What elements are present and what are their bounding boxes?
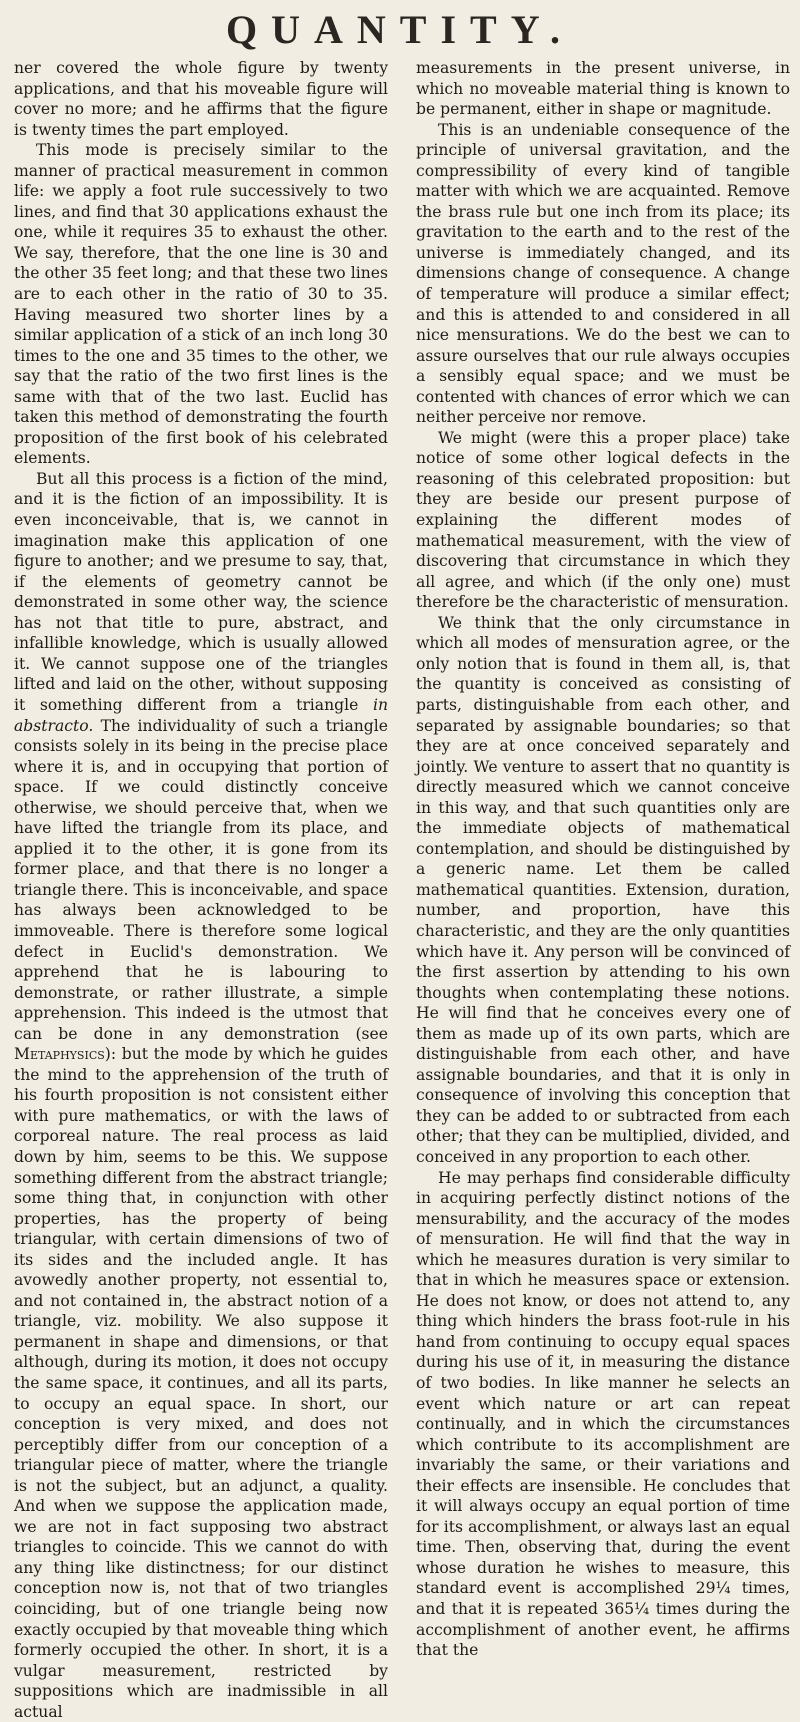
left-paragraph-3 bbox=[14, 469, 388, 1722]
left-paragraph-3-part-a: But all this process is a fiction of the mind, and it is the fiction of an impossibility. It is even inconceivable, that is, we cannot in imagination make this application of one figure to another; and we presume to say, that, if the elements of geometry cannot be demonstrated in some other way, the science has not that title to pure, abstract, and infallible knowledge, which is usually allowed it. We cannot suppose one of the triangles lifted and laid on the other, without supposing it something different from a triangle bbox=[14, 469, 388, 714]
left-column bbox=[14, 58, 388, 1722]
right-paragraph-3: We might (were this a proper place) take notice of some other logical defects in the reasoning of this celebrated proposition: but they are beside our present purpose of explaining the different modes of mathematical measurement, with the view of discovering that circumstance in which they all agree, and which (if the only one) must therefore be the characteristic of mensuration. bbox=[416, 428, 790, 612]
right-column bbox=[416, 58, 790, 1661]
in-abstracto-phrase: in abstracto. bbox=[14, 695, 388, 735]
running-head bbox=[0, 6, 800, 64]
left-paragraph-3-part-b: The individuality of such a triangle consists solely in its being in the precise place where it is, and in occupying that portion of space. If we could distinctly conceive otherwise, we should perceive that, when we have lifted the triangle from its place, and applied it to the other, it is gone from its former place, and that there is no longer a triangle there. This is inconceivable, and space has always been acknowledged to be immoveable. There is therefore some logical defect in Euclid's demonstration. We apprehend that he is labouring to demonstrate, or rather illustrate, a simple apprehension. This indeed is the utmost that can be done in any demonstration (see bbox=[14, 716, 388, 1043]
metaphysics-reference: Metaphysics bbox=[14, 1045, 105, 1064]
right-paragraph-2: This is an undeniable consequence of the principle of universal gravitation, and the compressibility of every kind of tangible matter with which we are acquainted. Remove the brass rule but one inch from its place; its gravitation to the earth and to the rest of the universe is immediately changed, and its dimensions change of consequence. A change of temperature will produce a similar effect; and this is attended to and considered in all nice mensurations. We do the best we can to assure ourselves that our rule always occupies a sensibly equal space; and we must be contented with chances of error which we can neither perceive nor remove. bbox=[416, 120, 790, 427]
left-paragraph-3-part-c: ): but the mode by which he guides the mind to the apprehension of the truth of his fourth proposition is not consistent either with pure mathematics, or with the laws of corporeal nature. The real process as laid down by him, seems to be this. We suppose something different from the abstract triangle; some thing that, in conjunction with other properties, has the property of being triangular, with certain dimensions of two of its sides and the included angle. It has avowedly another property, not essential to, and not contained in, the abstract notion of a triangle, viz. mobility. We also suppose it permanent in shape and dimensions, or that although, during its motion, it does not occupy the same space, it continues, and all its parts, to occupy an equal space. In short, our conception is very mixed, and does not perceptibly differ from our conception of a triangular piece of matter, where the triangle is not the subject, but an adjunct, a quality. And when we suppose the application made, we are not in fact supposing two abstract triangles to coincide. This we cannot do with any thing like distinctness; for our distinct conception now is, not that of two triangles coinciding, but of one triangle being now exactly occupied by that moveable thing which formerly occupied the other. In short, it is a vulgar measurement, restricted by suppositions which are inadmissible in all actual bbox=[14, 1045, 388, 1721]
left-paragraph-2: This mode is precisely similar to the manner of practical measurement in common life: we apply a foot rule successively to two lines, and find that 30 applications exhaust the one, while it requires 35 to exhaust the other. We say, therefore, that the one line is 30 and the other 35 feet long; and that these two lines are to each other in the ratio of 30 to 35. Having measured two shorter lines by a similar application of a stick of an inch long 30 times to the one and 35 times to the other, we say that the ratio of the two first lines is the same with that of the two last. Euclid has taken this method of demonstrating the fourth proposition of the first book of his celebrated elements. bbox=[14, 141, 388, 468]
running-head-title: QUANTITY. bbox=[226, 7, 574, 52]
right-paragraph-4: We think that the only circumstance in which all modes of mensuration agree, or the only notion that is found in them all, is, that the quantity is conceived as consisting of parts, distinguishable from each other, and separated by assignable boundaries; so that they are at once conceived separately and jointly. We venture to assert that no quantity is directly measured which we cannot conceive in this way, and that such quantities only are the immediate objects of mathematical contemplation, and should be distinguished by a generic name. Let them be called mathematical quantities. Extension, duration, number, and proportion, have this characteristic, and they are the only quantities which have it. Any person will be convinced of the first assertion by attending to his own thoughts when contemplating these notions. He will find that he conceives every one of them as made up of its own parts, which are distinguishable from each other, and have assignable boundaries, and that it is only in consequence of involving this conception that they can be added to or subtracted from each other; that they can be multiplied, divided, and conceived in any proportion to each other. bbox=[416, 613, 790, 1166]
right-paragraph-1: measurements in the present universe, in which no moveable material thing is known to be permanent, either in shape or magnitude. bbox=[416, 59, 790, 119]
right-paragraph-5: He may perhaps find considerable difficulty in acquiring perfectly distinct notions of the mensurability, and the accuracy of the modes of mensuration. He will find that the way in which he measures duration is very similar to that in which he measures space or extension. He does not know, or does not attend to, any thing which hinders the brass foot-rule in his hand from continuing to occupy equal spaces during his use of it, in measuring the distance of two bodies. In like manner he selects an event which nature or art can repeat continually, and in which the circumstances which contribute to its accomplishment are invariably the same, or their variations and their effects are insensible. He concludes that it will always occupy an equal portion of time for its accomplishment, or always last an equal time. Then, observing that, during the event whose duration he wishes to measure, this standard event is accomplished 29¼ times, and that it is repeated 365¼ times during the accomplishment of another event, he affirms that the bbox=[416, 1168, 790, 1660]
left-paragraph-1: ner covered the whole figure by twenty applications, and that his moveable figure will cover no more; and he affirms that the figure is twenty times the part employed. bbox=[14, 59, 388, 139]
